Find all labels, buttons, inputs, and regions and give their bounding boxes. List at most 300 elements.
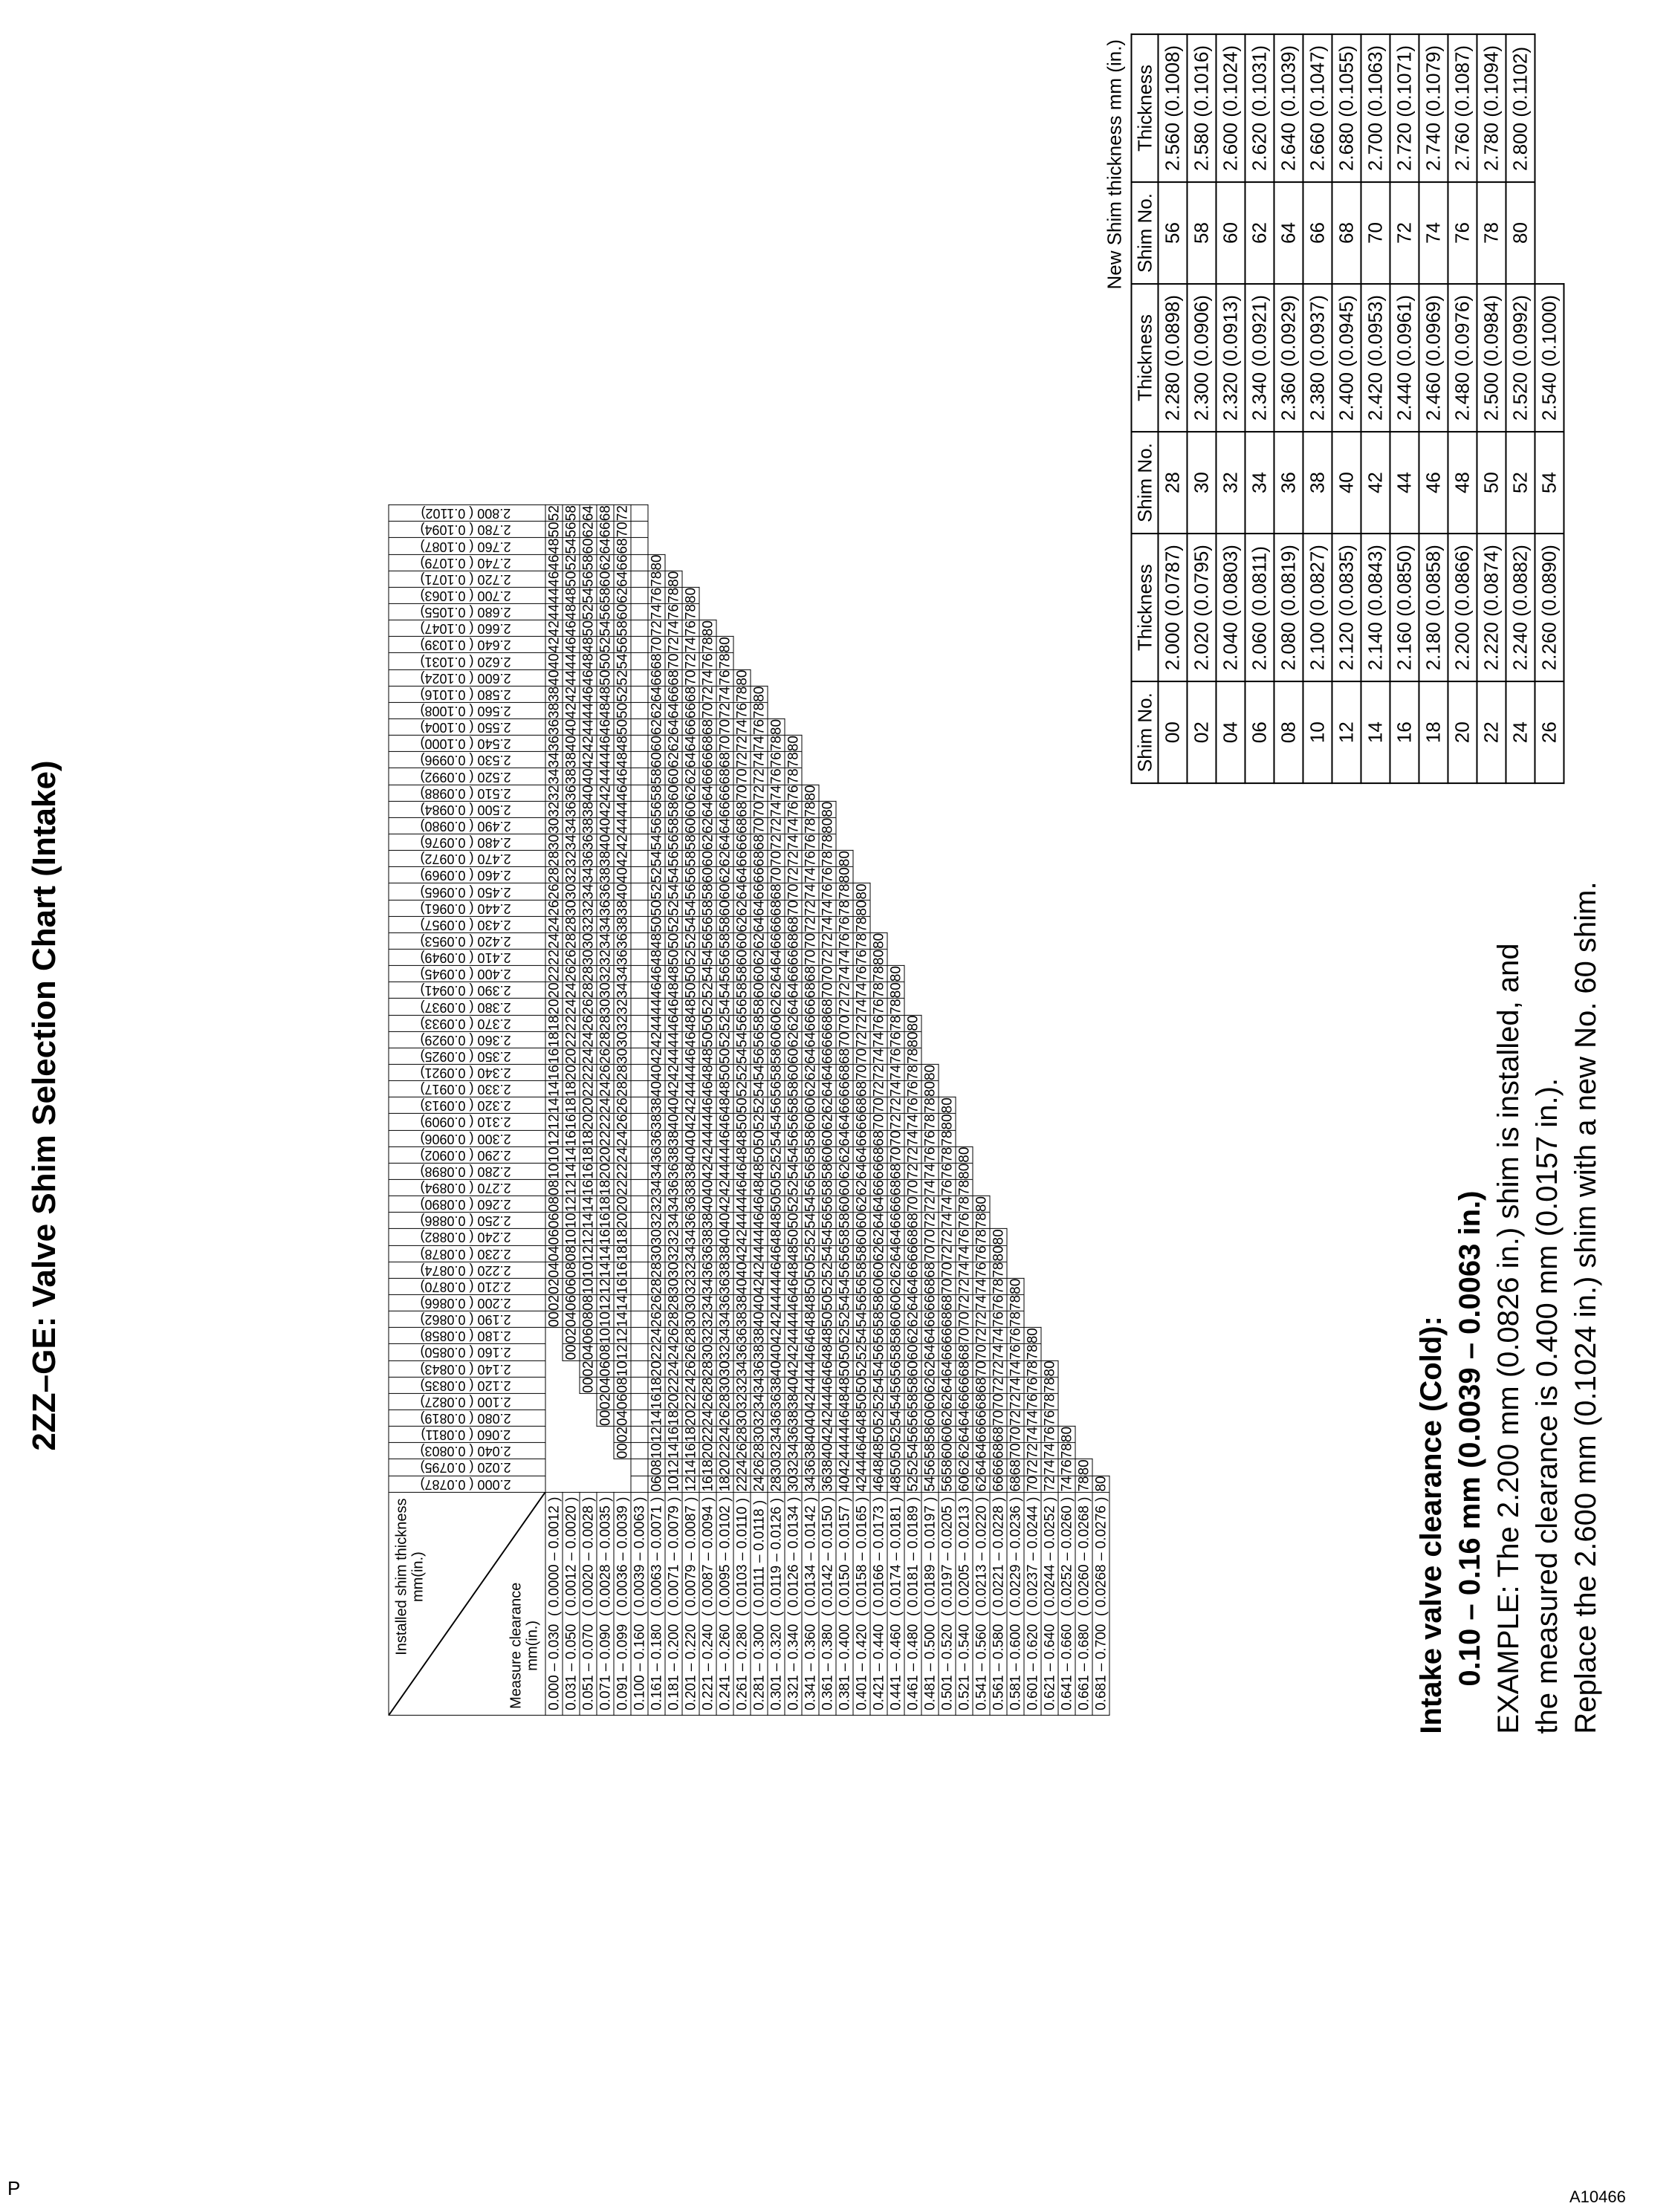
empty-cell (939, 785, 956, 801)
empty-cell (802, 587, 819, 603)
shim-cell: 28 (615, 1081, 630, 1097)
installed-shim-header-label: 2.270 ( 0.0894) (420, 1180, 511, 1196)
shim-cell: 64 (700, 801, 716, 817)
empty-cell (887, 719, 904, 735)
shim-cell: 34 (597, 933, 613, 949)
shim-cell: 58 (803, 1130, 818, 1146)
shim-cell: 80 (751, 686, 767, 702)
shim-cell: 76 (803, 834, 818, 851)
spec-range-cell (631, 1229, 648, 1245)
installed-shim-header-label: 2.140 ( 0.0843) (420, 1361, 511, 1377)
shim-cell: 54 (666, 883, 681, 900)
new-shim-thickness: 2.220 (0.0874) (1477, 533, 1506, 681)
shim-cell: 50 (785, 1229, 801, 1245)
shim-cell: 76 (939, 1163, 955, 1179)
new-shim-thickness: 2.480 (0.0976) (1448, 284, 1477, 432)
empty-cell (973, 785, 990, 801)
empty-cell (853, 719, 870, 735)
shim-cell: 56 (683, 883, 699, 900)
shim-cell: 56 (871, 1344, 887, 1360)
empty-cell (921, 752, 939, 768)
shim-cell: 26 (563, 966, 579, 982)
empty-cell (1007, 522, 1024, 538)
empty-cell (904, 637, 921, 653)
shim-cell: 74 (939, 1213, 955, 1229)
installed-shim-header (389, 900, 545, 916)
shim-cell: 24 (700, 1410, 716, 1426)
empty-cell (1041, 768, 1058, 785)
empty-cell (1058, 522, 1075, 538)
empty-cell (665, 505, 682, 522)
empty-cell (921, 587, 939, 603)
installed-shim-header-label: 2.360 ( 0.0929) (420, 1032, 511, 1048)
empty-cell (1024, 736, 1041, 752)
empty-cell (870, 571, 887, 587)
new-shim-thickness: 2.520 (0.0992) (1506, 284, 1535, 432)
shim-cell: 22 (615, 1163, 630, 1179)
empty-cell (819, 785, 836, 801)
shim-cell: 34 (768, 1426, 784, 1443)
shim-cell: 72 (871, 1064, 887, 1081)
installed-shim-header-label: 2.350 ( 0.0925) (420, 1048, 511, 1064)
shim-cell: 54 (649, 834, 664, 851)
shim-cell: 52 (700, 999, 716, 1015)
empty-cell (1041, 834, 1058, 850)
clearance-rows (545, 505, 1109, 1716)
empty-cell (597, 1459, 614, 1476)
shim-cell: 48 (546, 538, 562, 554)
empty-cell (1075, 900, 1092, 916)
empty-cell (1092, 1262, 1109, 1278)
shim-cell: 70 (991, 1410, 1006, 1426)
measure-clearance-label-line1: Measure clearance (508, 1582, 525, 1709)
empty-cell (785, 538, 802, 554)
empty-cell (1007, 505, 1024, 522)
empty-cell (785, 522, 802, 538)
empty-cell (1058, 603, 1075, 620)
shim-cell: 34 (683, 1245, 699, 1262)
empty-cell (904, 883, 921, 900)
shim-cell: 56 (563, 522, 579, 538)
empty-cell (614, 1476, 631, 1492)
empty-cell (1024, 505, 1041, 522)
shim-cell: 42 (700, 1163, 716, 1179)
shim-cell: 36 (563, 801, 579, 817)
shim-cell: 38 (597, 867, 613, 883)
installed-shim-header (389, 1328, 545, 1344)
new-shim-thickness: 2.240 (0.0882) (1506, 533, 1535, 681)
empty-cell (1007, 1130, 1024, 1146)
shim-cell: 76 (905, 1081, 921, 1097)
shim-cell: 60 (803, 1097, 818, 1114)
empty-cell (836, 785, 853, 801)
empty-cell (751, 653, 768, 669)
shim-cell: 50 (768, 1196, 784, 1213)
shim-cell: 62 (666, 736, 681, 752)
shim-cell: 38 (666, 1130, 681, 1146)
shim-cell: 78 (905, 1064, 921, 1081)
shim-cell: 42 (820, 1426, 835, 1443)
empty-cell (956, 867, 973, 883)
empty-cell (1024, 1245, 1041, 1262)
empty-cell (648, 538, 665, 554)
empty-cell (1041, 719, 1058, 735)
shim-cell: 10 (563, 1213, 579, 1229)
empty-cell (785, 702, 802, 719)
shim-cell: 62 (854, 1196, 869, 1213)
shim-cell: 60 (939, 1426, 955, 1443)
empty-cell (990, 1146, 1007, 1163)
shim-cell: 62 (956, 1443, 972, 1459)
shim-cell: 78 (768, 736, 784, 752)
installed-shim-header-label: 2.560 ( 0.1008) (420, 703, 511, 719)
shim-cell: 30 (649, 1229, 664, 1245)
empty-cell (973, 538, 990, 554)
empty-cell (921, 851, 939, 867)
shim-cell: 42 (546, 620, 562, 637)
empty-cell (1007, 933, 1024, 949)
empty-cell (939, 620, 956, 637)
empty-cell (597, 1476, 614, 1492)
shim-cell: 32 (615, 999, 630, 1015)
shim-cell: 48 (683, 1015, 699, 1031)
empty-cell (1058, 966, 1075, 982)
shim-cell: 14 (563, 1146, 579, 1163)
empty-cell (1007, 538, 1024, 554)
shim-cell: 80 (973, 1196, 989, 1213)
shim-cell: 50 (700, 1015, 716, 1031)
empty-cell (956, 1130, 973, 1146)
empty-cell (802, 669, 819, 686)
shim-cell: 74 (1042, 1443, 1057, 1459)
shim-cell: 64 (888, 1245, 904, 1262)
shim-cell: 20 (717, 1459, 733, 1476)
empty-cell (904, 603, 921, 620)
empty-cell (956, 522, 973, 538)
shim-cell: 78 (1076, 1476, 1092, 1492)
empty-cell (973, 1097, 990, 1114)
installed-shim-header-label: 2.450 ( 0.0965) (420, 884, 511, 900)
empty-cell (1075, 719, 1092, 735)
shim-cell: 66 (597, 522, 613, 538)
empty-cell (1092, 834, 1109, 850)
shim-cell: 56 (820, 1213, 835, 1229)
shim-cell: 80 (717, 637, 733, 653)
empty-cell (785, 669, 802, 686)
shim-cell: 72 (768, 834, 784, 851)
shim-cell: 46 (649, 966, 664, 982)
shim-cell: 78 (871, 966, 887, 982)
empty-cell (1075, 1114, 1092, 1130)
new-shim-no: 66 (1303, 182, 1332, 284)
empty-cell (1092, 1294, 1109, 1311)
shim-cell: 62 (871, 1229, 887, 1245)
shim-cell: 62 (700, 834, 716, 851)
shim-cell: 34 (717, 1328, 733, 1344)
shim-cell: 48 (649, 949, 664, 966)
shim-cell: 78 (820, 834, 835, 851)
shim-cell: 02 (615, 1426, 630, 1443)
empty-cell (973, 1146, 990, 1163)
shim-cell: 72 (905, 1163, 921, 1179)
empty-cell (1041, 851, 1058, 867)
empty-cell (921, 768, 939, 785)
page-marker: P (7, 2177, 21, 2199)
new-shim-thickness: 2.620 (0.1031) (1245, 34, 1274, 182)
shim-cell: 72 (768, 817, 784, 834)
spec-range-cell (631, 1130, 648, 1146)
spec-range-cell (631, 916, 648, 933)
shim-cell: 74 (905, 1114, 921, 1130)
shim-cell: 64 (973, 1459, 989, 1476)
empty-cell (853, 554, 870, 571)
empty-cell (1092, 883, 1109, 900)
shim-cell: 58 (700, 900, 716, 916)
shim-cell: 22 (546, 949, 562, 966)
empty-cell (990, 834, 1007, 850)
empty-cell (1007, 603, 1024, 620)
shim-cell: 62 (939, 1410, 955, 1426)
empty-cell (1024, 1163, 1041, 1179)
empty-cell (1058, 1410, 1075, 1426)
shim-cell: 68 (922, 1278, 938, 1294)
spec-range-cell (631, 1048, 648, 1064)
empty-cell (1041, 522, 1058, 538)
shim-cell: 32 (546, 801, 562, 817)
shim-cell: 60 (803, 1114, 818, 1130)
shim-cell: 16 (546, 1048, 562, 1064)
empty-cell (956, 587, 973, 603)
shim-cell: 42 (615, 834, 630, 851)
table-row (836, 505, 853, 1716)
shim-cell: 76 (1042, 1426, 1057, 1443)
shim-cell: 16 (580, 1179, 596, 1196)
shim-cell: 34 (563, 834, 579, 851)
installed-shim-header-label: 2.190 ( 0.0862) (420, 1312, 511, 1328)
empty-cell (887, 653, 904, 669)
new-shim-no: 60 (1216, 182, 1245, 284)
table-row (887, 505, 904, 1716)
empty-cell (939, 538, 956, 554)
shim-cell: 80 (785, 736, 801, 752)
new-shim-no: 62 (1245, 182, 1274, 284)
empty-cell (1075, 1393, 1092, 1410)
empty-cell (1092, 1213, 1109, 1229)
shim-cell: 06 (615, 1393, 630, 1410)
shim-cell: 58 (922, 1443, 938, 1459)
shim-cell: 50 (717, 1064, 733, 1081)
shim-cell: 10 (580, 1278, 596, 1294)
spec-range-cell (631, 982, 648, 999)
empty-cell (768, 620, 785, 637)
empty-cell (836, 653, 853, 669)
shim-cell: 74 (888, 1064, 904, 1081)
installed-shim-header-label: 2.220 ( 0.0874) (420, 1262, 511, 1278)
empty-cell (990, 966, 1007, 982)
shim-cell: 32 (649, 1196, 664, 1213)
empty-cell (836, 571, 853, 587)
shim-cell: 14 (597, 1245, 613, 1262)
shim-cell: 12 (546, 1114, 562, 1130)
empty-cell (1024, 603, 1041, 620)
new-shim-no: 56 (1159, 182, 1187, 284)
shim-cell: 50 (683, 982, 699, 999)
new-shim-no: 36 (1274, 432, 1303, 533)
shim-cell: 74 (768, 785, 784, 801)
clearance-range: 0.201 – 0.220 ( 0.0079 – 0.0087 ) (682, 1492, 699, 1715)
empty-cell (973, 1081, 990, 1097)
empty-cell (921, 834, 939, 850)
new-shim-thickness: 2.340 (0.0921) (1245, 284, 1274, 432)
shim-cell: 60 (734, 933, 750, 949)
new-shim-no: 02 (1187, 681, 1216, 783)
shim-cell: 46 (580, 686, 596, 702)
shim-cell: 62 (768, 982, 784, 999)
shim-cell: 48 (803, 1294, 818, 1311)
shim-cell: 26 (649, 1294, 664, 1311)
shim-cell: 60 (905, 1344, 921, 1360)
installed-shim-header (389, 554, 545, 571)
shim-cell: 62 (700, 817, 716, 834)
shim-cell: 78 (922, 1114, 938, 1130)
shim-cell: 12 (563, 1179, 579, 1196)
spec-range-cell (631, 554, 648, 571)
installed-shim-header (389, 1048, 545, 1064)
empty-cell (973, 834, 990, 850)
shim-cell: 60 (768, 1015, 784, 1031)
shim-cell: 66 (973, 1426, 989, 1443)
empty-cell (580, 1393, 597, 1410)
shim-cell: 44 (785, 1328, 801, 1344)
shim-cell: 38 (717, 1245, 733, 1262)
shim-cell: 76 (700, 653, 716, 669)
empty-cell (1058, 982, 1075, 999)
shim-cell: 54 (751, 1064, 767, 1081)
new-shim-no: 52 (1506, 432, 1535, 533)
empty-cell (1007, 1114, 1024, 1130)
shim-cell: 62 (820, 1114, 835, 1130)
shim-cell: 64 (905, 1294, 921, 1311)
shim-cell: 48 (888, 1476, 904, 1492)
shim-cell: 28 (546, 851, 562, 867)
shim-cell: 28 (580, 966, 596, 982)
shim-cell: 36 (649, 1146, 664, 1163)
shim-cell: 06 (563, 1278, 579, 1294)
shim-cell: 68 (905, 1213, 921, 1229)
shim-cell: 38 (734, 1294, 750, 1311)
shim-cell: 68 (717, 752, 733, 768)
empty-cell (1075, 1328, 1092, 1344)
empty-cell (904, 752, 921, 768)
empty-cell (1075, 505, 1092, 522)
shim-cell: 54 (922, 1476, 938, 1492)
shim-cell: 72 (751, 768, 767, 785)
new-shim-rows (1159, 34, 1564, 783)
shim-cell: 56 (837, 1262, 852, 1278)
shim-cell: 46 (563, 637, 579, 653)
shim-cell: 26 (597, 1064, 613, 1081)
empty-cell (1092, 801, 1109, 817)
empty-cell (990, 505, 1007, 522)
new-shim-thickness: 2.320 (0.0913) (1216, 284, 1245, 432)
shim-cell: 38 (751, 1344, 767, 1360)
shim-cell: 42 (717, 1179, 733, 1196)
shim-cell: 72 (1025, 1459, 1040, 1476)
shim-cell: 22 (734, 1476, 750, 1492)
empty-cell (1007, 587, 1024, 603)
shim-cell: 44 (734, 1213, 750, 1229)
shim-cell: 44 (546, 587, 562, 603)
shim-cell: 36 (768, 1410, 784, 1426)
empty-cell (665, 554, 682, 571)
shim-cell: 58 (888, 1328, 904, 1344)
shim-cell: 40 (563, 719, 579, 736)
empty-cell (1007, 1229, 1024, 1245)
empty-cell (904, 817, 921, 834)
empty-cell (1058, 719, 1075, 735)
empty-cell (836, 817, 853, 834)
table-row (956, 505, 973, 1716)
shim-cell: 36 (803, 1459, 818, 1476)
empty-cell (921, 522, 939, 538)
installed-shim-header-label: 2.490 ( 0.0980) (420, 818, 511, 834)
shim-cell: 76 (888, 1031, 904, 1048)
shim-cell: 20 (580, 1114, 596, 1130)
shim-cell: 48 (649, 933, 664, 949)
installed-shim-header-label: 2.510 ( 0.0988) (420, 785, 511, 801)
spec-range-cell (631, 653, 648, 669)
empty-cell (1024, 669, 1041, 686)
shim-cell: 08 (615, 1377, 630, 1393)
empty-cell (990, 900, 1007, 916)
empty-cell (921, 538, 939, 554)
shim-cell: 70 (837, 1031, 852, 1048)
table-row (973, 505, 990, 1716)
empty-cell (939, 966, 956, 982)
shim-cell: 62 (751, 949, 767, 966)
shim-cell: 52 (854, 1344, 869, 1360)
shim-cell: 08 (597, 1344, 613, 1360)
installed-shim-header-label: 2.720 ( 0.1071) (420, 571, 511, 587)
empty-cell (1024, 719, 1041, 735)
shim-cell: 72 (922, 1196, 938, 1213)
shim-cell: 68 (956, 1360, 972, 1377)
shim-cell: 52 (717, 1015, 733, 1031)
empty-cell (921, 686, 939, 702)
empty-cell (648, 522, 665, 538)
installed-shim-header (389, 1393, 545, 1410)
shim-cell: 64 (888, 1229, 904, 1245)
shim-cell: 22 (683, 1393, 699, 1410)
empty-cell (836, 768, 853, 785)
empty-cell (990, 1031, 1007, 1048)
shim-cell: 14 (615, 1294, 630, 1311)
shim-cell: 12 (580, 1229, 596, 1245)
empty-cell (1041, 1196, 1058, 1213)
shim-cell: 66 (888, 1213, 904, 1229)
shim-cell: 68 (803, 982, 818, 999)
empty-cell (1075, 620, 1092, 637)
shim-cell: 14 (546, 1081, 562, 1097)
shim-cell: 48 (700, 1064, 716, 1081)
shim-cell: 64 (751, 900, 767, 916)
empty-cell (990, 587, 1007, 603)
empty-cell (1092, 1328, 1109, 1344)
clearance-range: 0.601 – 0.620 ( 0.0237 – 0.0244 ) (1024, 1492, 1041, 1715)
empty-cell (751, 571, 768, 587)
installed-shim-header-label: 2.480 ( 0.0976) (420, 835, 511, 850)
empty-cell (921, 702, 939, 719)
